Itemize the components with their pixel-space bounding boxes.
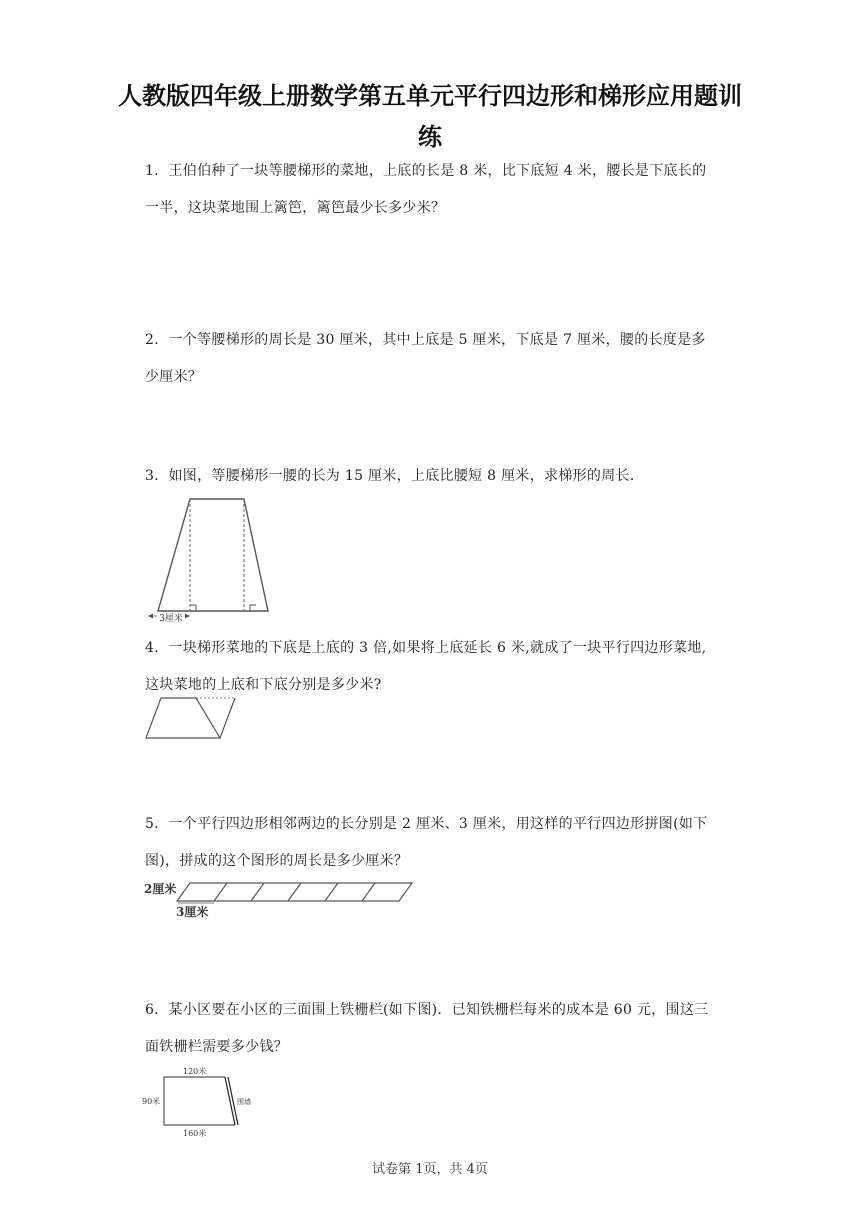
dimension-arrow-right — [185, 614, 190, 619]
dimension-label: 3厘米 — [159, 614, 183, 624]
dimension-arrow-left — [148, 614, 153, 619]
figure-trapezoid-extended — [140, 692, 240, 744]
page-footer: 试卷第 1页，共 4页 — [372, 1162, 488, 1177]
right-angle-mark-right — [250, 605, 256, 611]
figure-fence-trapezoid — [140, 1064, 255, 1142]
left-length-label: 90米 — [142, 1097, 161, 1106]
parallelogram-side — [220, 698, 235, 738]
side-label-2cm: 2厘米 — [144, 882, 177, 896]
right-angle-mark-left — [190, 605, 196, 611]
top-length-label: 120米 — [183, 1067, 207, 1076]
trapezoid-outline — [158, 499, 268, 611]
bottom-length-label: 160米 — [183, 1129, 207, 1138]
question-1: 1．王伯伯种了一块等腰梯形的菜地，上底的长是 8 米，比下底短 4 米，腰长是下底长的一半，这块菜地围上篱笆，篱笆最少长多少米？ — [145, 163, 707, 216]
page-title-line-1: 人教版四年级上册数学第五单元平行四边形和梯形应用题训 — [118, 82, 742, 110]
question-4: 4．一块梯形菜地的下底是上底的 3 倍,如果将上底延长 6 米,就成了一块平行四边形菜地,这块菜地的上底和下底分别是多少米? — [145, 640, 707, 693]
wall-label: 围墙 — [237, 1098, 251, 1106]
trapezoid-outline — [146, 698, 220, 738]
question-6: 6．某小区要在小区的三面围上铁栅栏(如下图)．已知铁栅栏每米的成本是 60 元，围这三面铁栅栏需要多少钱？ — [145, 1002, 709, 1055]
page-title-line-2: 练 — [418, 123, 442, 151]
side-label-3cm: 3厘米 — [176, 905, 209, 919]
figure-isosceles-trapezoid — [140, 492, 290, 627]
fence-outline — [164, 1077, 235, 1125]
question-2: 2．一个等腰梯形的周长是 30 厘米，其中上底是 5 厘米，下底是 7 厘米，腰的长度是多少厘米？ — [145, 332, 706, 385]
question-3: 3．如图，等腰梯形一腰的长为 15 厘米，上底比腰短 8 厘米，求梯形的周长． — [145, 468, 645, 484]
question-5: 5．一个平行四边形相邻两边的长分别是 2 厘米、3 厘米，用这样的平行四边形拼图(如下图)，拼成的这个图形的周长是多少厘米？ — [145, 816, 708, 869]
figure-parallelogram-chain — [140, 876, 430, 922]
